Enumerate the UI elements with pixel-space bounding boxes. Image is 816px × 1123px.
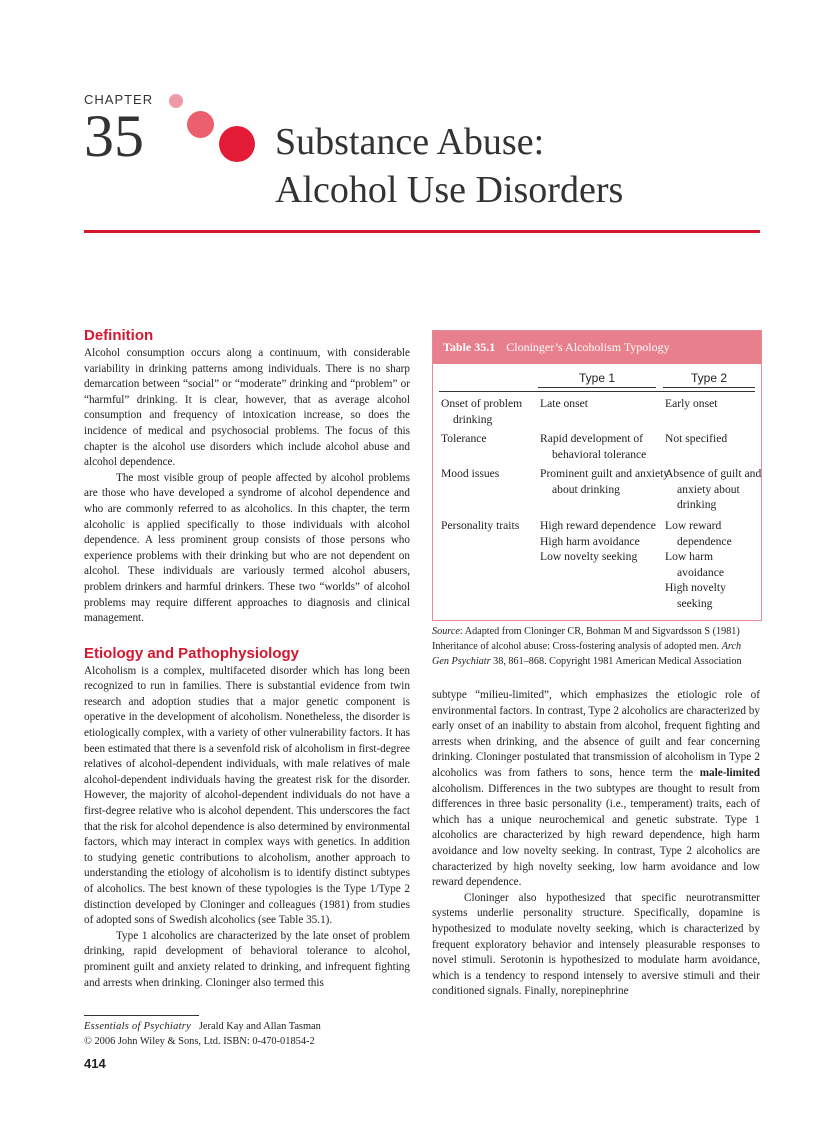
table-header bbox=[433, 331, 761, 364]
table-cell-type1-line: High reward dependence bbox=[540, 519, 656, 532]
table-cell-type2: Early onset bbox=[665, 397, 718, 410]
decorative-dot-medium bbox=[187, 111, 214, 138]
table-column-type1: Type 1 bbox=[538, 371, 656, 388]
footer-rule bbox=[84, 1015, 199, 1016]
chapter-title-line2: Alcohol Use Disorders bbox=[275, 169, 624, 211]
table-cell-type2-line: High novelty seeking bbox=[665, 581, 726, 610]
page-number: 414 bbox=[84, 1056, 106, 1071]
right-column bbox=[432, 688, 760, 1000]
right-paragraph-1 bbox=[432, 688, 760, 891]
table-cell-type2 bbox=[665, 518, 757, 612]
footer-citation bbox=[84, 1019, 321, 1049]
table-cell-feature: Personality traits bbox=[441, 519, 520, 532]
male-limited-term: male-limited bbox=[699, 766, 760, 779]
footer-book-title: Essentials of Psychiatry bbox=[84, 1021, 192, 1032]
table-cell-type2-line: Low reward dependence bbox=[665, 519, 732, 548]
right-paragraph-1-text: subtype “milieu-limited”, which emphasizes the etiologic role of environmental factors. In contrast, Type 2 alcoholics are characterized by early onset of an inability to abstain from alcohol, frequent fighting and arrests when drinking, and the absence of guilt and fear concerning drinking. Cloninger postulated that transmission of alcoholism in Type 2 alcoholics was from fathers to sons, hence term the bbox=[432, 689, 760, 779]
definition-paragraph-1: Alcohol consumption occurs along a continuum, with considerable variability in drinking patterns among individuals. There is no sharp demarcation between “social” or “moderate” drinking and “problem” or “harmful” drinking. It is clear, however, that as average alcohol consumption and frequency of intoxication increase, so does the incidence of medical and psychosocial problems. The focus of this chapter is the alcohol use disorders which include alcohol abuse and alcohol dependence. bbox=[84, 347, 410, 469]
table-source-note bbox=[432, 624, 760, 670]
right-paragraph-1-text-cont: alcoholism. Differences in the two subtypes are thought to result from differences in three basic personality (i.e., temperament) traits, each of which has a unique neurochemical and genetic substrate. Type 1 alcoholics are characterized by high reward dependence, high harm avoidance and low novelty seeking. In contrast, Type 2 alcoholics are characterized by high novelty seeking, low harm avoidance and low reward dependence. bbox=[432, 782, 760, 889]
table-cell-type1: Late onset bbox=[540, 397, 588, 410]
table-cell-feature: Mood issues bbox=[441, 467, 500, 480]
etiology-paragraph-2: Type 1 alcoholics are characterized by the late onset of problem drinking, rapid development of behavioral tolerance to alcohol, prominent guilt and anxiety related to drinking, and infrequent fighting and arrests when drinking. Cloninger also termed this bbox=[84, 929, 410, 989]
left-column bbox=[84, 326, 410, 991]
footer-copyright: © 2006 John Wiley & Sons, Ltd. ISBN: 0-470-01854-2 bbox=[84, 1036, 315, 1047]
source-text-2: 38, 861–868. Copyright 1981 American Medical Association bbox=[490, 656, 742, 668]
footer-authors: Jerald Kay and Allan Tasman bbox=[198, 1021, 321, 1032]
table-cell-type2: Absence of guilt and anxiety about drinking bbox=[665, 467, 762, 512]
decorative-dot-large bbox=[219, 126, 255, 162]
definition-heading: Definition bbox=[84, 327, 154, 344]
table-cell-type1: Rapid development of behavioral tolerance bbox=[540, 432, 647, 461]
table-cell-feature: Onset of problem drinking bbox=[441, 397, 523, 426]
table-cell-type1-line: High harm avoidance bbox=[540, 534, 640, 548]
table-title: Cloninger’s Alcoholism Typology bbox=[506, 340, 670, 354]
table-rule bbox=[439, 391, 755, 392]
table-cell-type2-line: Low harm avoidance bbox=[665, 550, 724, 579]
source-label: Source bbox=[432, 626, 460, 637]
chapter-title bbox=[275, 118, 623, 214]
typology-table bbox=[432, 330, 762, 621]
table-column-type2: Type 2 bbox=[663, 371, 755, 388]
source-text-1: : Adapted from Cloninger CR, Bohman M and Sigvardsson S (1981) Inheritance of alcohol abuse: Cross-fostering analysis of adopted men. bbox=[432, 626, 740, 653]
etiology-paragraph-1: Alcoholism is a complex, multifaceted disorder which has long been recognized to run in families. There is substantial evidence from twin research and adoption studies that a major genetic component is operative in the development of alcoholism. Nonetheless, the disorder is etiologically complex, with a variety of other vulnerability factors. It has been estimated that there is a sevenfold risk of alcoholism in first-degree relatives of alcohol-dependent individuals, with male relatives of male alcohol-dependent individuals having the greatest risk for the disorder. However, the majority of alcohol-dependent individuals do not have a first-degree relative who is alcohol dependent. This underscores the fact that the risk for alcohol dependence is also determined by environmental factors, which may interact in complex ways with genetics. In addition to studying genetic contributions to alcoholism, another approach to understanding the etiology of alcoholism is to identify distinct subtypes of alcoholics. The best known of these typologies is the Type 1/Type 2 distinction developed by Cloninger and colleagues (1981) from studies of adopted sons of Swedish alcoholics (see Table 35.1). bbox=[84, 664, 410, 927]
right-paragraph-2: Cloninger also hypothesized that specific neurotransmitter systems underlie personality structure. Specifically, dopamine is hypothesized to modulate novelty seeking, which is characterized by frequent exploratory behavior and intensely pleasurable responses to novel stimuli. Serotonin is hypothesized to modulate harm avoidance, which is a tendency to respond intensely to aversive stimuli and their conditioned signals. Finally, norepinephrine bbox=[432, 891, 760, 998]
source-journal: Arch Gen Psychiatr bbox=[432, 641, 742, 668]
header-divider bbox=[84, 230, 760, 233]
definition-paragraph-2: The most visible group of people affected by alcohol problems are those who have developed a syndrome of alcohol dependence and who are commonly referred to as alcoholics. In this chapter, the term alcoholic is applied specifically to those individuals with alcohol dependence. A less prominent group consists of those persons who experience problems with their drinking but who are not dependent on alcohol. These individuals are variously termed alcohol abusers, problem drinkers and harmful drinkers. These two “worlds” of alcohol problems may require different approaches to diagnosis and clinical management. bbox=[84, 471, 410, 625]
table-cell-type2: Not specified bbox=[665, 432, 728, 445]
table-cell-feature: Tolerance bbox=[441, 432, 487, 445]
decorative-dot-small bbox=[169, 94, 183, 108]
chapter-title-line1: Substance Abuse: bbox=[275, 121, 545, 163]
chapter-label: CHAPTER bbox=[84, 92, 154, 107]
table-cell-type1-line: Low novelty seeking bbox=[540, 550, 638, 564]
table-number: Table 35.1 bbox=[443, 340, 496, 354]
etiology-heading: Etiology and Pathophysiology bbox=[84, 644, 300, 662]
table-cell-type1: Prominent guilt and anxiety about drinking bbox=[540, 467, 670, 496]
table-cell-type1 bbox=[540, 518, 662, 565]
chapter-number: 35 bbox=[84, 103, 144, 169]
